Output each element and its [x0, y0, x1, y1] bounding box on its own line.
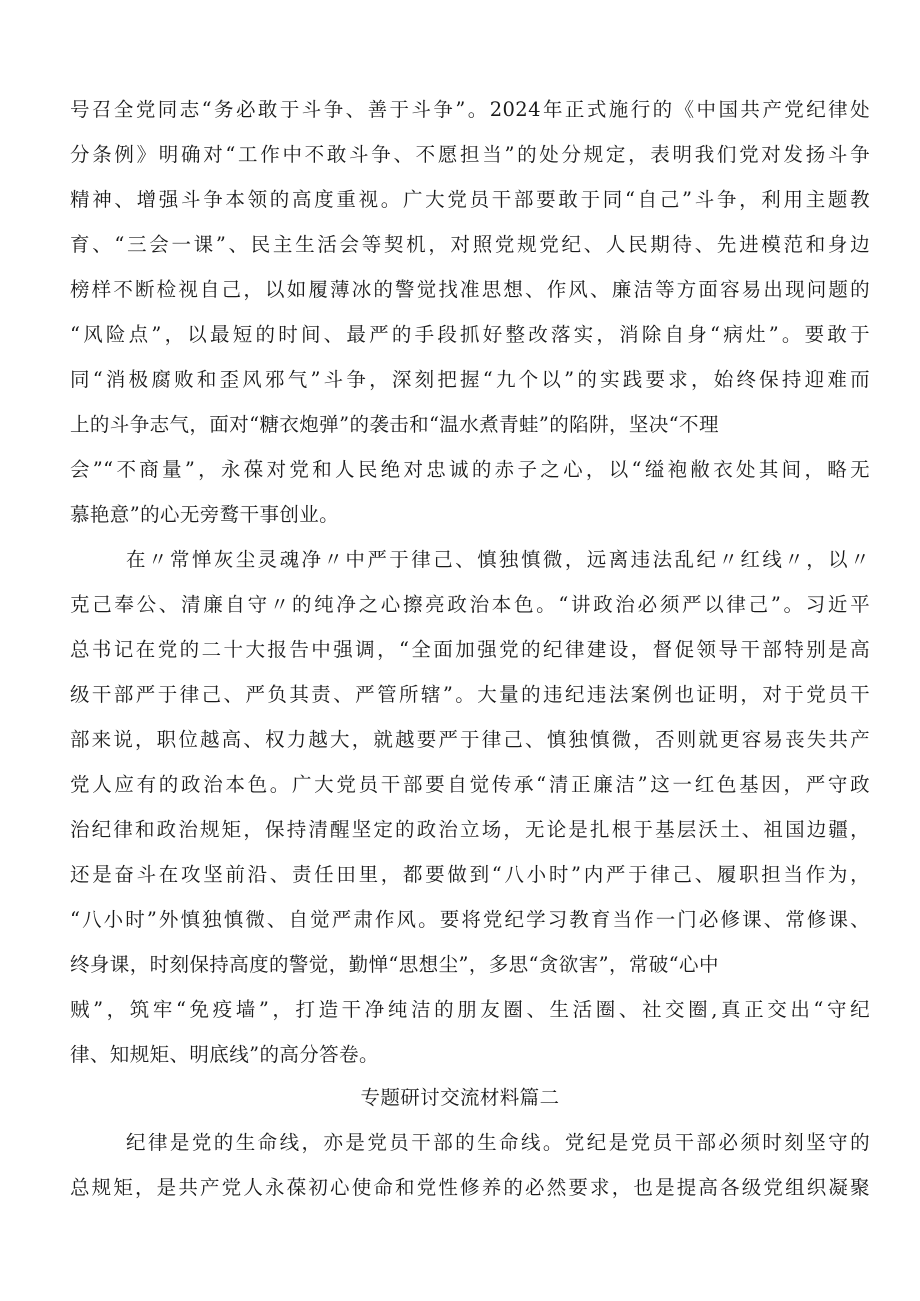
paragraph-line: 号召全党同志“务必敢于斗争、善于斗争”。2024年正式施行的《中国共产党纪律处: [70, 98, 870, 121]
paragraph-line: 分条例》明确对“工作中不敢斗争、不愿担当”的处分规定，表明我们党对发扬斗争: [70, 143, 870, 166]
section-heading: 专题研讨交流材料篇二: [360, 1086, 560, 1109]
paragraph-line: 律、知规矩、明底线”的高分答卷。: [70, 1043, 379, 1066]
paragraph-line: 贼”，筑牢“免疫墙”，打造干净纯洁的朋友圈、生活圈、社交圈,真正交出“守纪: [70, 998, 870, 1021]
paragraph-line: 党人应有的政治本色。广大党员干部要自觉传承“清正廉洁”这一红色基因，严守政: [70, 773, 870, 796]
paragraph-line: 还是奋斗在攻坚前沿、责任田里，都要做到“八小时”内严于律己、履职担当作为，: [70, 863, 870, 886]
paragraph-line: 纪律是党的生命线，亦是党员干部的生命线。党纪是党员干部必须时刻坚守的: [126, 1131, 870, 1154]
paragraph-line: 治纪律和政治规矩，保持清醒坚定的政治立场，无论是扎根于基层沃土、祖国边疆，: [70, 818, 870, 841]
paragraph-line: 在〃常惮灰尘灵魂净〃中严于律己、慎独慎微，远离违法乱纪〃红线〃，以〃: [126, 548, 870, 571]
paragraph-line: 终身课，时刻保持高度的警觉，勤惮“思想尘”，多思“贪欲害”，常破“心中: [70, 953, 719, 976]
paragraph-line: 总书记在党的二十大报告中强调，“全面加强党的纪律建设，督促领导干部特别是高: [70, 638, 870, 661]
paragraph-line: “风险点”，以最短的时间、最严的手段抓好整改落实，消除自身“病灶”。要敢于: [70, 323, 870, 346]
paragraph-line: 育、“三会一课”、民主生活会等契机，对照党规党纪、人民期待、先进模范和身边: [70, 233, 870, 256]
paragraph-line: 上的斗争志气，面对“糖衣炮弹”的袭击和“温水煮青蛙”的陷阱，坚决“不理: [70, 413, 719, 436]
paragraph-line: 同“消极腐败和歪风邪气”斗争，深刻把握“九个以”的实践要求，始终保持迎难而: [70, 368, 870, 391]
paragraph-line: 总规矩，是共产党人永葆初心使命和党性修养的必然要求，也是提高各级党组织凝聚: [70, 1176, 870, 1199]
paragraph-line: 级干部严于律己、严负其责、严管所辖”。大量的违纪违法案例也证明，对于党员干: [70, 683, 870, 706]
paragraph-line: 精神、增强斗争本领的高度重视。广大党员干部要敢于同“自己”斗争，利用主题教: [70, 188, 870, 211]
paragraph-line: 会”“不商量”，永葆对党和人民绝对忠诚的赤子之心，以“缢袍敝衣处其间，略无: [70, 458, 870, 481]
paragraph-line: “八小时”外慎独慎微、自觉严肃作风。要将党纪学习教育当作一门必修课、常修课、: [70, 908, 870, 931]
paragraph-line: 榜样不断检视自己，以如履薄冰的警觉找准思想、作风、廉洁等方面容易出现问题的: [70, 278, 870, 301]
paragraph-line: 部来说，职位越高、权力越大，就越要严于律己、慎独慎微，否则就更容易丧失共产: [70, 728, 870, 751]
paragraph-line: 慕艳意”的心无旁鹜干事创业。: [70, 503, 340, 526]
paragraph-line: 克己奉公、清廉自守〃的纯净之心擦亮政治本色。“讲政治必须严以律己”。习近平: [70, 593, 870, 616]
